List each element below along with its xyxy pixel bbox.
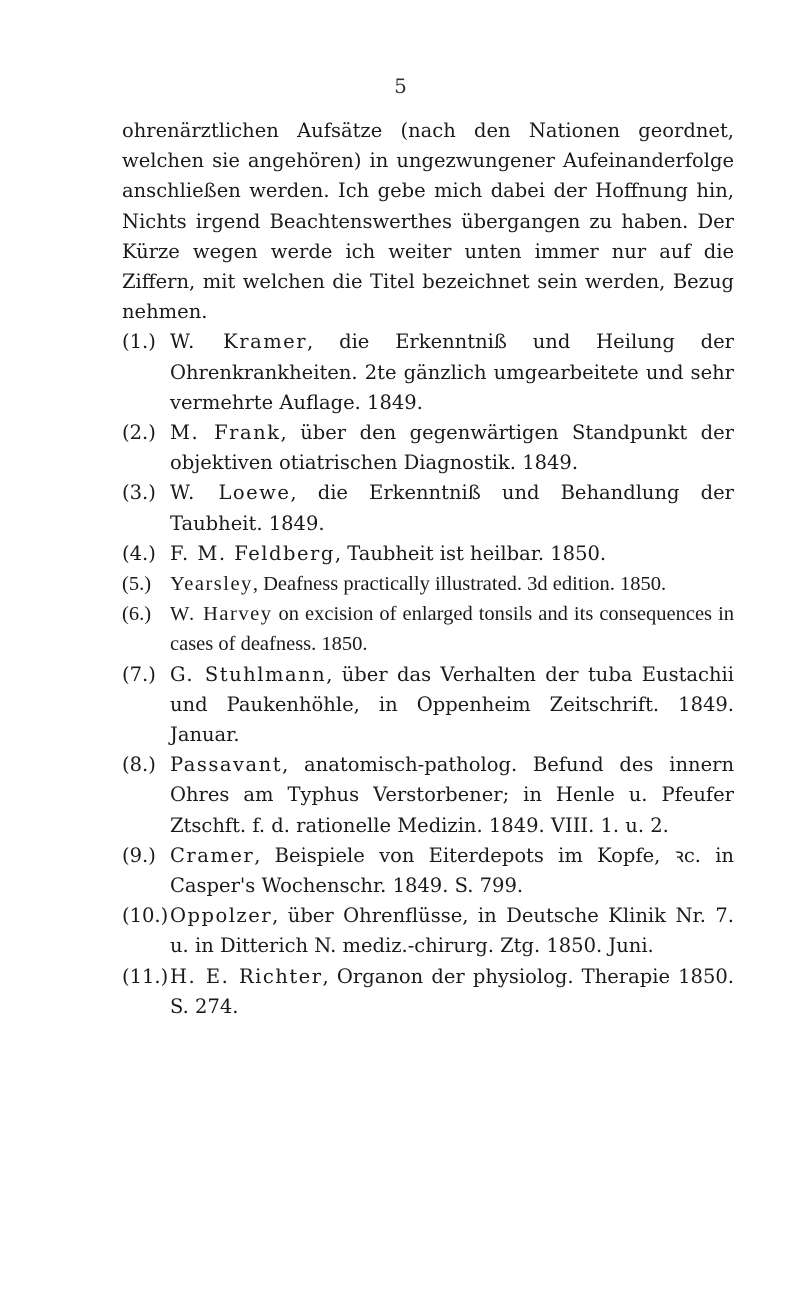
reference-item — [122, 569, 734, 599]
reference-author: G. Stuhlmann — [170, 662, 327, 686]
reference-text: , Beispiele von Eiterdepots im Kopfe, ꝛc. in Casper's Wochenschr. 1849. S. 799. — [170, 843, 734, 898]
reference-item — [122, 841, 734, 901]
reference-number: (10.) — [122, 904, 169, 928]
reference-author: W. Loewe — [170, 481, 291, 505]
reference-item — [122, 599, 734, 659]
reference-author: Cramer — [170, 843, 255, 867]
reference-text: on excision of enlarged tonsils and its consequences in cases of deafness. 1850. — [170, 603, 735, 656]
reference-text: , anatomisch-patholog. Befund des innern Ohres am Typhus Verstorbener; in Henle u. Pfeufer Ztschft. f. d. rationelle Medizin. 1849. VIII. 1. u. 2. — [170, 753, 734, 837]
reference-text: , Organon der physiolog. Therapie 1850. S. 274. — [170, 964, 734, 1018]
reference-number: (4.) — [122, 541, 156, 565]
reference-author: Yearsley — [170, 573, 253, 596]
reference-number: (6.) — [122, 603, 152, 626]
reference-number: (3.) — [122, 481, 156, 505]
reference-number: (8.) — [122, 753, 156, 777]
reference-text: , die Erkenntniß und Heilung der Ohrenkrankheiten. 2te gänzlich umgearbeitete und sehr vermehrte Auflage. 1849. — [170, 330, 734, 414]
reference-item — [122, 539, 734, 569]
reference-number: (2.) — [122, 421, 156, 445]
reference-number: (7.) — [122, 662, 156, 686]
reference-author: Oppolzer — [170, 904, 273, 928]
reference-number: (11.) — [122, 964, 169, 988]
reference-item — [122, 327, 734, 418]
reference-text: , über das Verhalten der tuba Eustachii und Paukenhöhle, in Oppenheim Zeitschrift. 1849. Januar. — [170, 662, 735, 747]
reference-text: , über Ohrenflüsse, in Deutsche Klinik Nr. 7. u. in Ditterich N. mediz.-chirurg. Ztg. 1850. Juni. — [170, 904, 734, 958]
reference-text: , über den gegenwärtigen Standpunkt der objektiven otiatrischen Diagnostik. 1849. — [170, 421, 734, 475]
page-number: 5 — [394, 74, 407, 98]
body-text — [122, 116, 734, 1022]
intro-paragraph: ohrenärztlichen Aufsätze (nach den Nationen geordnet, welchen sie angehören) in ungezwungener Aufeinanderfolge anschließen werden. Ich gebe mich dabei der Hoffnung hin, Nichts irgend Beachtenswerthes übergangen zu haben. Der Kürze wegen werde ich weiter unten immer nur auf die Ziffern, mit welchen die Titel bezeichnet sein werden, Bezug nehmen. — [122, 119, 734, 324]
reference-text: , Taubheit ist heilbar. 1850. — [334, 541, 607, 565]
reference-item — [122, 418, 734, 478]
reference-item — [122, 660, 734, 751]
reference-author: W. Kramer — [170, 330, 308, 354]
reference-number: (1.) — [122, 330, 156, 354]
reference-author: M. Frank — [170, 421, 281, 445]
reference-text: , Deafness practically illustrated. 3d edition. 1850. — [252, 573, 667, 596]
reference-item — [122, 478, 734, 538]
reference-list — [122, 327, 734, 1022]
reference-item — [122, 962, 734, 1022]
reference-text: , die Erkenntniß und Behandlung der Taubheit. 1849. — [170, 481, 734, 535]
reference-author: F. M. Feldberg — [170, 541, 335, 565]
reference-number: (9.) — [122, 843, 156, 867]
reference-item — [122, 750, 734, 841]
reference-item — [122, 901, 734, 961]
reference-author: H. E. Richter — [170, 964, 323, 988]
reference-number: (5.) — [122, 573, 152, 596]
reference-author: W. Harvey — [170, 603, 273, 626]
reference-author: Passavant — [170, 753, 283, 777]
